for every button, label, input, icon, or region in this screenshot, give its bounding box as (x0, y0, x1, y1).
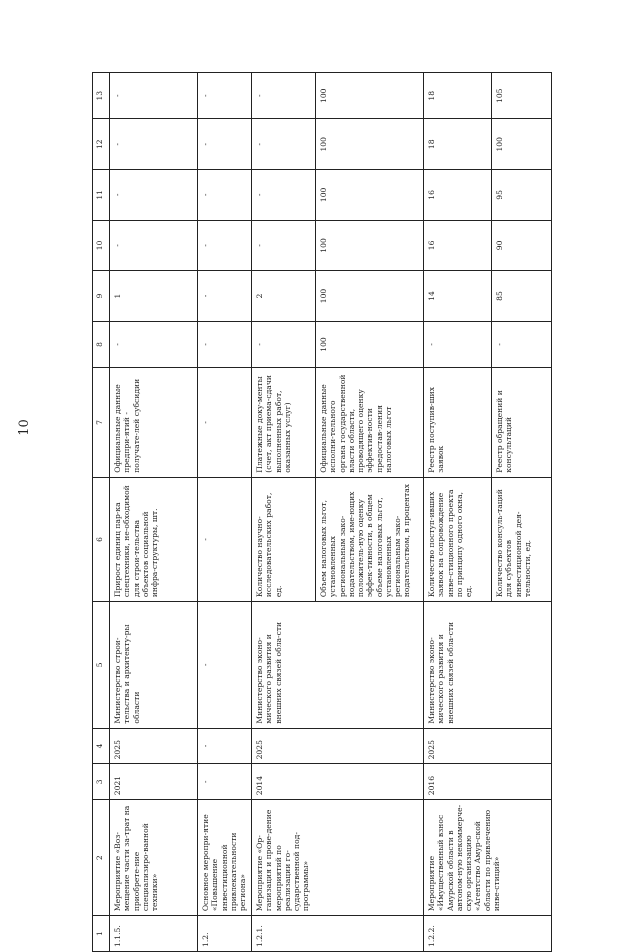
col-header: 2 (93, 800, 110, 916)
table-container (92, 72, 552, 952)
row-value: - (198, 119, 252, 170)
row-executor: - (198, 602, 252, 728)
col-header: 12 (93, 119, 110, 170)
col-header: 10 (93, 220, 110, 271)
row-value: - (252, 119, 316, 170)
row-value: 90 (492, 220, 552, 271)
row-value: 100 (316, 119, 424, 170)
col-header: 8 (93, 321, 110, 367)
row-executor: Министерство эконо-мического развития и внешних связей обла-сти (252, 602, 424, 728)
row-value: 16 (424, 220, 492, 271)
row-id: 1.2.2. (424, 916, 552, 952)
row-value: - (110, 170, 198, 221)
col-header: 11 (93, 170, 110, 221)
row-value: 1 (110, 271, 198, 322)
row-indicator: Количество поступ-ивших заявок на сопровождение инве-стиционного проекта по принципу одного окна, ед. (424, 477, 492, 601)
program-table (92, 72, 552, 952)
col-header: 1 (93, 916, 110, 952)
row-executor: Министерство строи-тельства и архитекту-ры области (110, 602, 198, 728)
row-value: - (252, 170, 316, 221)
row-value: - (110, 119, 198, 170)
row-value: 105 (492, 73, 552, 119)
row-value: 2 (252, 271, 316, 322)
row-value: 16 (424, 170, 492, 221)
row-value: - (198, 321, 252, 367)
row-id: 1.1.5. (110, 916, 198, 952)
row-source: Официальные данные предпри-ятий - получате-лей субсидии (110, 368, 198, 478)
row-end-year: - (198, 728, 252, 764)
col-header: 7 (93, 368, 110, 478)
row-id: 1.2.1. (252, 916, 424, 952)
row-end-year: 2025 (424, 728, 552, 764)
row-name: Основное меропри-ятие «Повышение инвестиционной привлекательности региона» (198, 800, 252, 916)
row-value: - (252, 73, 316, 119)
row-indicator: Объем налоговых льгот, установленных региональным зако-нодательством, име-ющих положитель-ную оценку эффек-тивности, в общем объеме налоговых льгот, установленных региональным зако-нодательством, в процентах (316, 477, 424, 601)
row-indicator: Количество консуль-таций для субъектов инвестиционной дея-тельности, ед. (492, 477, 552, 601)
row-executor: Министерство эконо-мического развития и внешних связей обла-сти (424, 602, 552, 728)
row-start-year: - (198, 764, 252, 800)
row-source: Платежные доку-менты (счет, акт приема-сдачи выполненных работ, оказанных услуг) (252, 368, 316, 478)
col-header: 4 (93, 728, 110, 764)
row-value: - (198, 271, 252, 322)
row-value: 100 (316, 73, 424, 119)
row-value: 95 (492, 170, 552, 221)
row-value: - (198, 170, 252, 221)
row-source: Реестр обращений и консультаций (492, 368, 552, 478)
row-end-year: 2025 (252, 728, 424, 764)
row-id: 1.2. (198, 916, 252, 952)
row-value: 100 (316, 220, 424, 271)
row-value: - (252, 321, 316, 367)
row-source: - (198, 368, 252, 478)
table-row (424, 73, 492, 952)
row-name: Мероприятие «Ор-ганизация и прове-дение мероприятий по реализации го-сударственной под-программы» (252, 800, 424, 916)
table-row (252, 73, 316, 952)
table-row (198, 73, 252, 952)
row-start-year: 2021 (110, 764, 198, 800)
row-value: - (110, 73, 198, 119)
row-start-year: 2016 (424, 764, 552, 800)
row-name: Мероприятие «Воз-мещение части за-трат на приобрете-ние специализиро-ванной техники» (110, 800, 198, 916)
col-header: 3 (93, 764, 110, 800)
col-header: 9 (93, 271, 110, 322)
row-indicator: Прирост единиц пар-ка спецтехники, не-обходимой для строи-тельства объектов социальной инфра-структуры, шт. (110, 477, 198, 601)
table-row (110, 73, 198, 952)
row-value: - (424, 321, 492, 367)
row-value: 100 (316, 170, 424, 221)
row-value: 100 (316, 321, 424, 367)
row-start-year: 2014 (252, 764, 424, 800)
row-name: Мероприятие «Имущественный взнос Амурской области в автоном-ную некоммерче-скую организацию «Агентство Амур-ской области по привлечению инве-стиций» (424, 800, 552, 916)
row-indicator: - (198, 477, 252, 601)
row-value: - (110, 220, 198, 271)
col-header: 13 (93, 73, 110, 119)
row-value: 100 (316, 271, 424, 322)
row-source: Реестр поступив-ших заявок (424, 368, 492, 478)
col-header: 5 (93, 602, 110, 728)
page-number: 10 (16, 419, 32, 436)
row-value: - (110, 321, 198, 367)
row-value: - (252, 220, 316, 271)
row-value: - (198, 73, 252, 119)
col-header: 6 (93, 477, 110, 601)
row-value: - (198, 220, 252, 271)
row-value: 85 (492, 271, 552, 322)
row-value: 14 (424, 271, 492, 322)
row-value: 18 (424, 119, 492, 170)
row-indicator: Количество научно-исследовательских работ, ед. (252, 477, 316, 601)
row-end-year: 2025 (110, 728, 198, 764)
row-value: 100 (492, 119, 552, 170)
row-value: - (492, 321, 552, 367)
row-value: 18 (424, 73, 492, 119)
row-source: Официальные данные исполни-тельного органа государственной власти области, проводящего оценку эффектив-ности предостав-ления налоговых льгот (316, 368, 424, 478)
header-row (93, 73, 110, 952)
